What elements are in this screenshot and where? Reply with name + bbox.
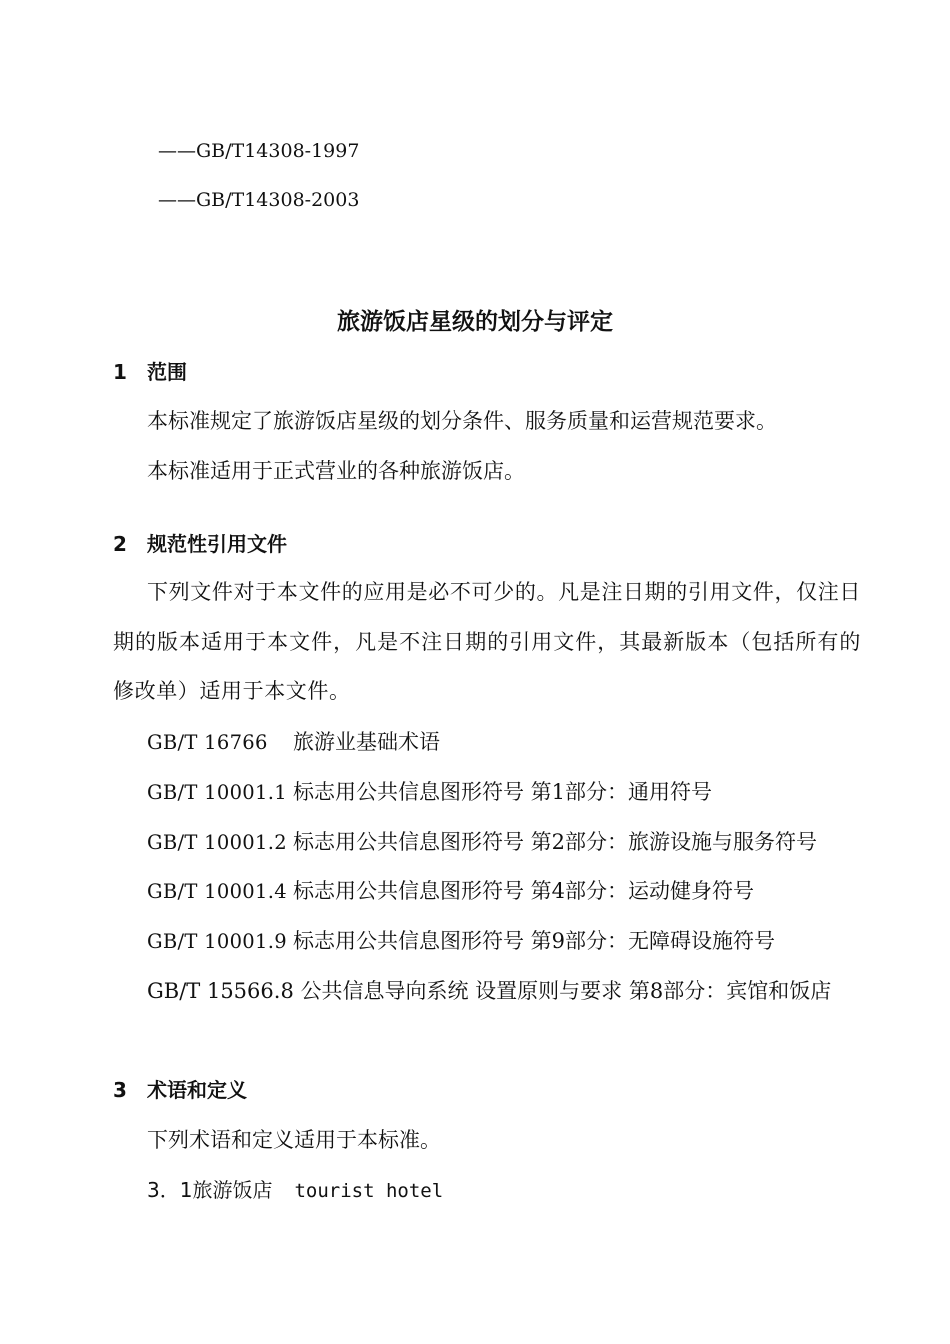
normative-refs-intro: 下列文件对于本文件的应用是必不可少的。凡是注日期的引用文件，仅注日期的版本适用于本文件，凡是不注日期的引用文件，其最新版本（包括所有的修改单）适用于本文件。 <box>113 580 861 703</box>
reference-item <box>147 877 754 906</box>
reference-title: 标志用公共信息图形符号 第9部分：无障碍设施符号 <box>293 929 776 953</box>
reference-item <box>147 728 440 757</box>
replaced-standard-1: ——GB/T14308-1997 <box>158 140 360 162</box>
section-number: 3 <box>113 1078 127 1102</box>
section-title: 术语和定义 <box>147 1078 247 1102</box>
reference-title: 标志用公共信息图形符号 第1部分：通用符号 <box>293 780 713 804</box>
term-name: 旅游饭店 <box>192 1178 273 1202</box>
document-title: 旅游饭店星级的划分与评定 <box>337 309 613 335</box>
reference-title: 标志用公共信息图形符号 第2部分：旅游设施与服务符号 <box>293 830 818 854</box>
section-number: 1 <box>113 360 127 384</box>
terms-intro: 下列术语和定义适用于本标准。 <box>147 1128 441 1152</box>
section-title: 范围 <box>147 360 187 384</box>
scope-paragraph-2: 本标准适用于正式营业的各种旅游饭店。 <box>147 459 525 483</box>
reference-code: GB/T 10001.1 <box>147 781 287 804</box>
reference-code: GB/T 10001.9 <box>147 930 287 953</box>
reference-item <box>147 778 712 807</box>
reference-item <box>147 927 775 956</box>
reference-item-wrapped: GB/T 15566.8 公共信息导向系统 设置原则与要求 第8部分：宾馆和饭店 <box>147 979 832 1003</box>
section-title: 规范性引用文件 <box>147 532 287 556</box>
section-heading-scope <box>113 358 187 386</box>
section-heading-terms <box>113 1076 247 1104</box>
reference-item <box>147 828 817 857</box>
reference-code: GB/T 10001.2 <box>147 831 287 854</box>
replaced-standard-2: ——GB/T14308-2003 <box>158 189 360 211</box>
reference-title: 旅游业基础术语 <box>293 730 440 754</box>
reference-code: GB/T 10001.4 <box>147 880 287 903</box>
reference-title: 标志用公共信息图形符号 第4部分：运动健身符号 <box>293 879 755 903</box>
section-heading-normative-refs <box>113 530 287 558</box>
scope-paragraph-1: 本标准规定了旅游饭店星级的划分条件、服务质量和运营规范要求。 <box>147 409 777 433</box>
term-english: tourist hotel <box>294 1180 444 1202</box>
section-number: 2 <box>113 532 127 556</box>
reference-code: GB/T 16766 <box>147 731 268 754</box>
term-number: 3．1 <box>147 1178 193 1202</box>
term-item <box>147 1176 443 1205</box>
